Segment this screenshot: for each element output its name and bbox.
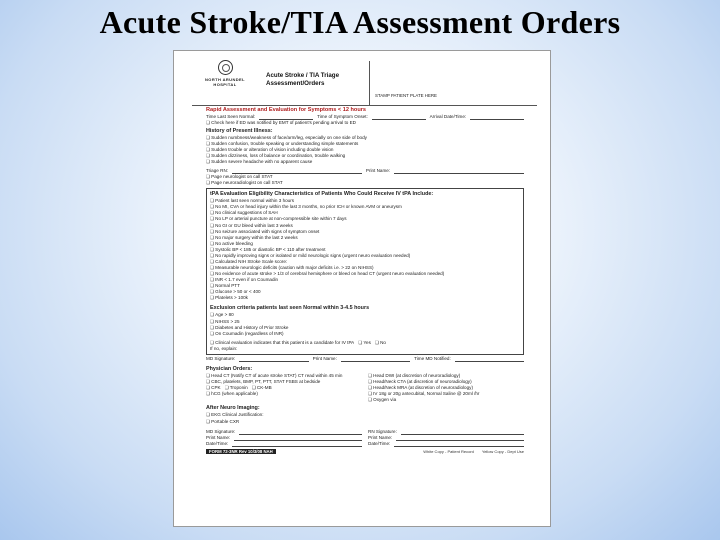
exclusion-item[interactable]: ❏ On Coumadin (regardless of INR) [210, 331, 520, 337]
no-checkbox[interactable]: ❏ No [375, 340, 386, 346]
tpa-eligibility-box [206, 188, 524, 355]
copy-distribution [423, 449, 524, 455]
order-item[interactable]: ❏ Head CT (Notify CT of acute stroke STAT) CT read within 45 min [206, 373, 362, 379]
orders-left-column [206, 373, 362, 403]
tpa-item[interactable]: ❏ No GI or GU bleed within last 3 weeks [210, 223, 520, 229]
logo-line-2: HOSPITAL [213, 82, 237, 87]
tpa-heading: tPA Evaluation Eligibility Characteristics of Patients Who Could Receive IV tPA Include: [210, 191, 434, 198]
order-item[interactable]: ❏ hCG (when applicable) [206, 391, 362, 397]
form-body [206, 107, 524, 454]
exclusion-item[interactable]: ❏ Age > 80 [210, 312, 520, 318]
order-item[interactable]: ❏ Head DWI (at discretion of neuroradiology) [368, 373, 524, 379]
order-item[interactable]: ❏ Head/Neck MRA (at discretion of neuroradiology) [368, 385, 524, 391]
header-rule [192, 105, 537, 106]
history-item[interactable]: ❏ Sudden numbness/weakness of face/arm/leg, especially on one side of body [206, 135, 524, 141]
time-md-notified-field[interactable] [455, 356, 524, 362]
tpa-item[interactable]: ❏ INR < 1.7 even if on Coumadin [210, 277, 520, 283]
sig-left-label: Date/Time: [206, 440, 229, 446]
sig-left-label: Print Name: [206, 434, 231, 440]
yes-checkbox[interactable]: ❏ Yes [358, 340, 371, 346]
tpa-item[interactable]: ❏ No MI, CVA or head injury within the last 3 months, no prior ICH or known AVM or aneurysm [210, 204, 520, 210]
ed-notified-checkbox[interactable]: ❏ Check here if ED was notified by EMT of patient's pending arrival to ED [206, 120, 524, 126]
sig-left-label: MD Signature: [206, 428, 236, 434]
time-symptom-onset-label: Time of Symptom Onset: [317, 114, 368, 120]
arrival-date-time-field[interactable] [470, 114, 524, 120]
form-number: FORM 72-3NR Rev 10/3/08 NAH [206, 449, 276, 455]
hospital-seal-icon [218, 60, 233, 75]
clinical-eval-checkbox[interactable]: ❏ Clinical evaluation indicates that this patient is a candidate for IV tPA [210, 340, 354, 346]
md-print-name-label: Print Name: [312, 355, 337, 361]
slide-title: Acute Stroke/TIA Assessment Orders [99, 4, 621, 40]
history-item[interactable]: ❏ Sudden dizziness, loss of balance or coordination, trouble walking [206, 153, 524, 159]
print-name-field[interactable] [394, 168, 524, 174]
triage-rn-label: Triage RN: [206, 167, 229, 173]
form-title-line-2: Assessment/Orders [266, 80, 325, 88]
tpa-item[interactable]: ❏ No major surgery within the last 2 weeks [210, 235, 520, 241]
md-signature-label: MD Signature: [206, 355, 236, 361]
physician-orders [206, 373, 524, 403]
tpa-item[interactable]: ❏ Calculated NIH Stroke Scale score: [210, 259, 520, 265]
sig-right-label: Date/Time: [368, 440, 391, 446]
after-imaging-heading: After Neuro Imaging: [206, 405, 260, 412]
history-item[interactable]: ❏ Sudden severe headache with no apparent cause [206, 159, 524, 165]
tpa-item[interactable]: ❏ No clinical suggestions of SAH [210, 210, 520, 216]
hospital-logo [204, 60, 246, 100]
tpa-item[interactable]: ❏ Measurable neurologic deficits (caution with major deficits i.e. > 22 on NIHSS) [210, 265, 520, 271]
md-print-name-field[interactable] [341, 356, 410, 362]
signature-block [206, 429, 524, 447]
tpa-item[interactable]: ❏ Patient last seen normal within 3 hours [210, 198, 520, 204]
order-item[interactable]: ❏ Oxygen via [368, 397, 524, 403]
exclusion-item[interactable]: ❏ Diabetes and History of Prior Stroke [210, 325, 520, 331]
tpa-item[interactable]: ❏ Platelets > 100k [210, 295, 520, 301]
time-md-notified-label: Time MD Notified: [414, 355, 451, 361]
md-signature-field[interactable] [239, 356, 308, 362]
sig-right-label: RN Signature: [368, 428, 397, 434]
order-item[interactable]: ❏ Head/Neck CTA (at discretion of neuroradiology) [368, 379, 524, 385]
physician-orders-heading: Physician Orders: [206, 365, 253, 372]
tpa-item[interactable]: ❏ Normal PTT [210, 283, 520, 289]
order-form-document [173, 50, 551, 527]
tpa-item[interactable]: ❏ No evidence of acute stroke > 1/3 of cerebral hemisphere or bleed on head CT (urgent neuro evaluation needed) [210, 271, 520, 277]
sig-right-label: Print Name: [368, 434, 393, 440]
order-item[interactable]: ❏ Troponin [225, 385, 248, 391]
tpa-item[interactable]: ❏ No active bleeding [210, 241, 520, 247]
history-heading: History of Present Illness: [206, 127, 273, 134]
patient-stamp-area: STAMP PATIENT PLATE HERE [375, 93, 437, 98]
form-title-line-1: Acute Stroke / TIA Triage [266, 72, 340, 79]
tpa-item[interactable]: ❏ No LP or arterial puncture at non-compressible site within 7 days [210, 216, 520, 222]
after-item[interactable]: ❏ Portable CXR [206, 419, 524, 425]
header-divider [369, 61, 370, 105]
page-neuroradiologist-checkbox[interactable]: ❏ Page neuroradiologist on call STAT [206, 180, 524, 186]
copy-label: Yellow Copy - Dept Use [481, 448, 524, 454]
time-symptom-onset-field[interactable] [372, 114, 426, 120]
print-name-label: Print Name: [365, 167, 391, 173]
sig-right-field[interactable] [394, 441, 524, 447]
tpa-item[interactable]: ❏ Systolic BP < 185 or diastolic BP < 110 after treatment [210, 247, 520, 253]
order-item[interactable]: ❏ IV 18g or 20g antecubital, Normal Saline @ 20ml /hr [368, 391, 524, 397]
after-item[interactable]: ❏ EKG Clinical Justification: [206, 412, 524, 418]
orders-right-column [368, 373, 524, 403]
time-last-seen-label: Time Last Seen Normal: [206, 114, 256, 120]
tpa-item[interactable]: ❏ No seizure associated with signs of symptom onset [210, 229, 520, 235]
form-title [266, 72, 339, 88]
signature-right [368, 429, 524, 447]
signature-left [206, 429, 362, 447]
if-no-explain: If no, explain: [210, 345, 238, 351]
tpa-item[interactable]: ❏ Glucose > 50 or < 400 [210, 289, 520, 295]
page-neurologist-checkbox[interactable]: ❏ Page neurologist on call STAT [206, 174, 524, 180]
tpa-item[interactable]: ❏ No rapidly improving signs or isolated or mild neurologic signs (urgent neuro evaluation needed) [210, 253, 520, 259]
history-item[interactable]: ❏ Sudden trouble or alteration of vision including double vision [206, 147, 524, 153]
form-footer [206, 449, 524, 455]
md-signature-row [206, 356, 524, 362]
logo-line-1: NORTH ARUNDEL [205, 77, 245, 82]
history-item[interactable]: ❏ Sudden confusion, trouble speaking or understanding simple statements [206, 141, 524, 147]
order-item[interactable]: ❏ CPK [206, 385, 221, 391]
order-item[interactable]: ❏ CK-MB [252, 385, 272, 391]
rapid-assessment-heading: Rapid Assessment and Evaluation for Symptoms < 12 hours [206, 107, 367, 113]
sig-left-field[interactable] [232, 441, 362, 447]
arrival-date-time-label: Arrival Date/Time: [429, 114, 467, 120]
exclusion-heading: Exclusion criteria patients last seen Normal within 3-4.5 hours [210, 305, 370, 312]
exclusion-item[interactable]: ❏ NIHSS > 25 [210, 319, 520, 325]
copy-label: White Copy - Patient Record [423, 448, 474, 454]
order-item[interactable]: ❏ CBC, platelets, BMP, PT, PTT, STAT FSBS at bedside [206, 379, 362, 385]
